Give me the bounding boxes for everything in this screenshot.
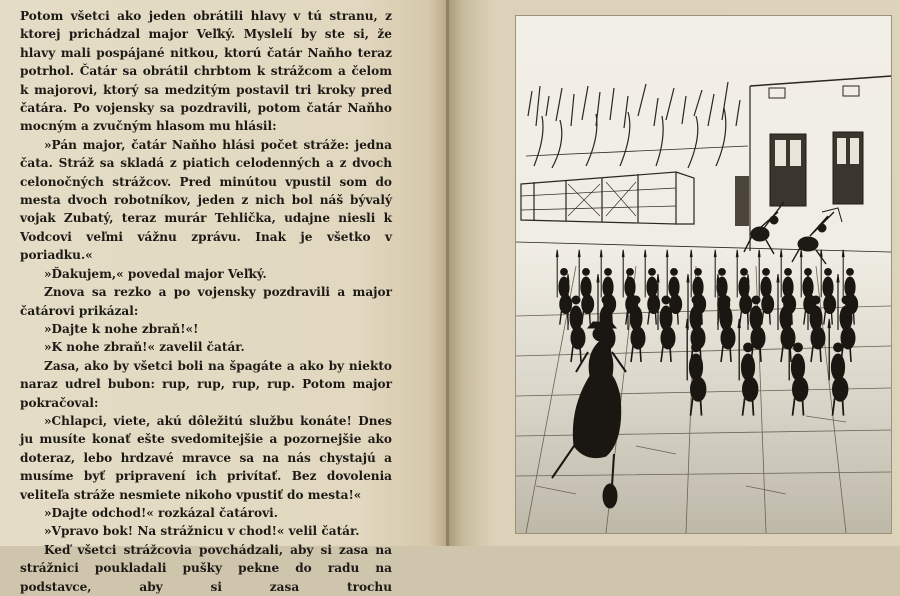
tree-hatching: [526, 82, 748, 168]
left-page: [0, 0, 447, 594]
paragraph: »Dajte odchod!« rozkázal čatárovi.: [44, 505, 278, 520]
page-text: [20, 7, 392, 596]
paragraph: »K nohe zbraň!« zavelil čatár.: [44, 340, 245, 355]
ant-soldier: [644, 250, 659, 325]
ant-soldier: [736, 250, 751, 325]
illustration-plate: [515, 15, 892, 534]
ink-illustration: [516, 16, 891, 533]
ant-soldier: [820, 250, 835, 325]
paragraph: »Chlapci, viete, akú dôležitú službu konáte! Dnes ju musíte konať ešte svedomitejšie a pozornejšie ako doteraz, lebo hrdzavé mravce sa na nás chystajú a musíme byť pripravení ich privítať. Bez dovolenia veliteľa stráže nesmiete nikoho vpustiť do mesta!«: [20, 413, 392, 502]
paragraph: Znova sa rezko a po vojensky pozdravili a major čatárovi prikázal:: [20, 285, 392, 318]
ant-soldier: [556, 250, 571, 325]
paragraph: »Dajte k nohe zbraň!«!: [44, 321, 199, 336]
paragraph: Zasa, ako by všetci boli na špagáte a ako by niekto naraz udrel bubon: rup, rup, rup, rup. Potom major pokračoval:: [20, 358, 392, 410]
building: [735, 76, 891, 251]
paragraph: »Ďakujem,« povedal major Veľký.: [44, 266, 267, 281]
paragraph: »Pán major, čatár Naňho hlási počet stráže: jedna čata. Stráž sa skladá z piatich celodenných a z dvoch celonočných strážcov. Pred minútou vpustil som do mesta dvoch robotníkov, jeden z nich bol náš bývalý vojak Zubatý, teraz murár Tehlička, udajne niesli k Vodcovi veľmi vážnu zprávu. Inak je všetko v poriadku.«: [20, 137, 392, 263]
paragraph: Potom všetci ako jeden obrátili hlavy v tú stranu, z ktorej prichádzal major Veľký. Myslelí by ste si, že hlavy mali pospájané nitkou, ktorú čatár Naňho teraz potrhol. Čatár sa obrátil chrbtom k strážcom a čelom k majorovi, ktorý sa medzitým postavil tri kroky pred čatára. Po vojensky sa pozdravili, potom čatár Naňho mocným a zvučným hlasom mu hlásil:: [20, 9, 392, 134]
paragraph: »Vpravo bok! Na strážnicu v chod!« velil čatár.: [44, 524, 360, 539]
paragraph: Keď všetci strážcovia povchádzali, aby si zasa na strážnici poukladali pušky pekne do radu na podstavce, aby si zasa trochu: [20, 542, 392, 594]
major-figure: [552, 322, 626, 508]
